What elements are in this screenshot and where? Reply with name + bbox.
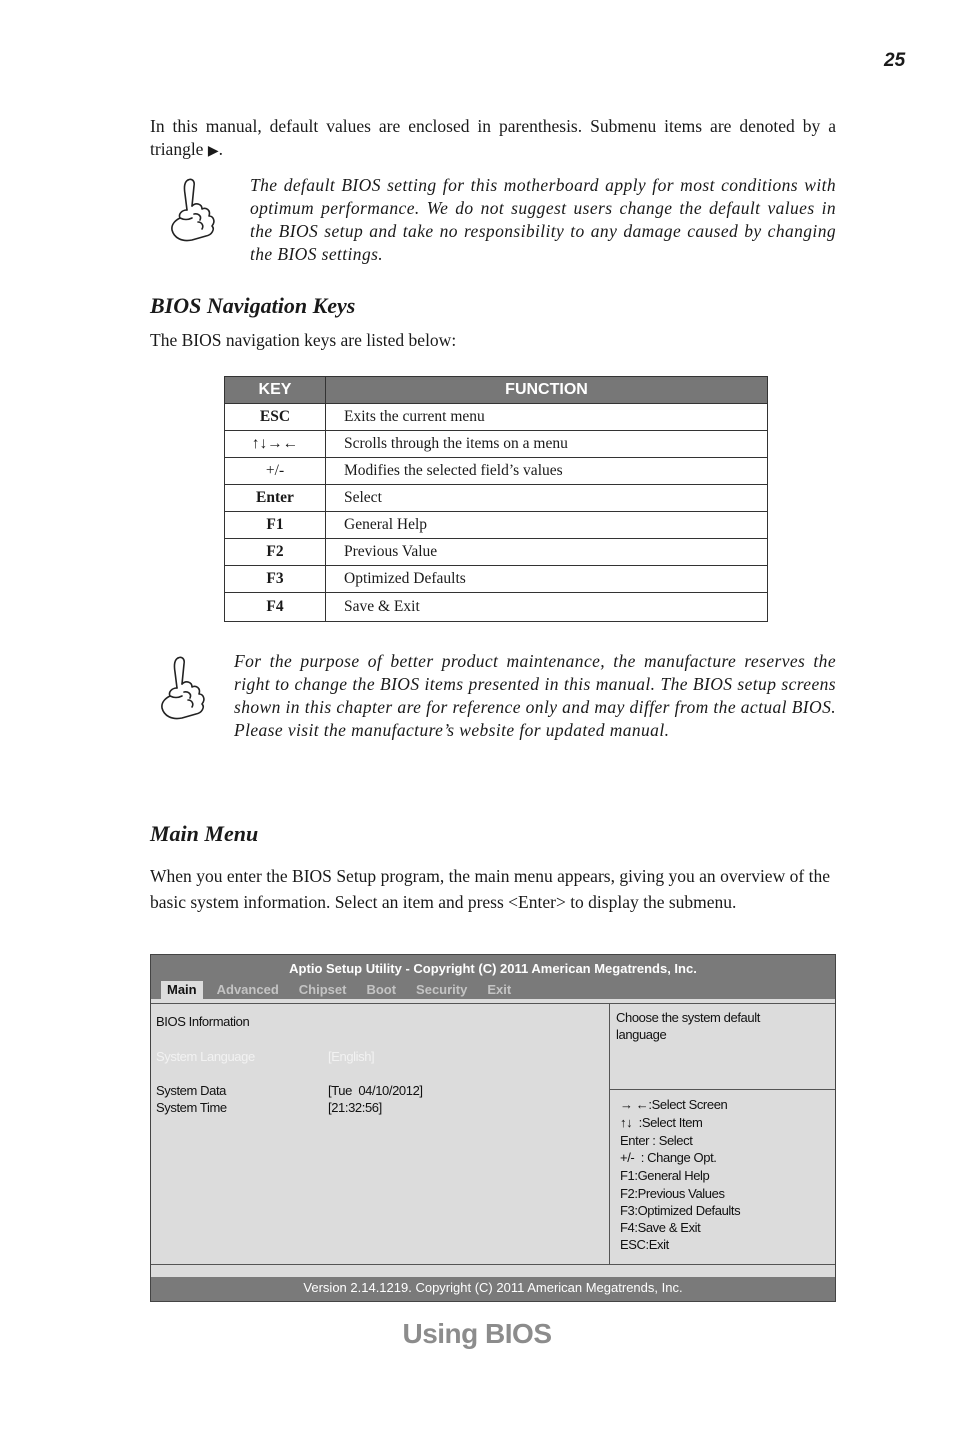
function-cell: Select — [326, 485, 768, 512]
key-help-line: F4:Save & Exit — [620, 1220, 701, 1235]
system-language-value[interactable]: [English] — [328, 1049, 375, 1064]
intro-text: In this manual, default values are enclosed in parenthesis. Submenu items are denoted by a triangle — [150, 116, 836, 159]
key-help-line: ↑↓ :Select Item — [620, 1115, 703, 1130]
nav-keys-heading: BIOS Navigation Keys — [150, 293, 356, 318]
function-cell: General Help — [326, 512, 768, 539]
bios-settings-panel — [151, 1003, 610, 1264]
col-key-header: KEY — [225, 377, 326, 404]
function-cell: Scrolls through the items on a menu — [326, 431, 768, 458]
intro-paragraph — [150, 115, 836, 163]
table-row — [225, 485, 768, 512]
default-settings-note: The default BIOS setting for this motherboard apply for most conditions with optimum performance. We do not suggest users change the default values in the BIOS setup and take no responsibility to any damage caused by changing the BIOS settings. — [250, 175, 836, 264]
function-cell: Optimized Defaults — [326, 566, 768, 593]
tab-security[interactable]: Security — [416, 982, 468, 997]
bios-screen — [150, 954, 836, 1302]
table-row — [225, 512, 768, 539]
bios-footer: Version 2.14.1219. Copyright (C) 2011 American Megatrends, Inc. — [151, 1277, 835, 1301]
triangle-icon: ▶ — [207, 144, 219, 159]
page-number: 25 — [884, 50, 906, 71]
key-cell: F4 — [225, 593, 326, 622]
key-cell: F1 — [225, 512, 326, 539]
help-text: Choose the system default language — [616, 1010, 760, 1042]
system-time-value[interactable]: [21:32:56] — [328, 1100, 382, 1115]
tab-advanced[interactable]: Advanced — [216, 982, 279, 997]
main-menu-paragraph: When you enter the BIOS Setup program, the main menu appears, giving you an overview of the basic system information. Select an item and press <Enter> to display the submenu. — [150, 866, 830, 912]
bios-header — [151, 955, 835, 999]
table-row — [225, 431, 768, 458]
bios-title: Aptio Setup Utility - Copyright (C) 2011 American Megatrends, Inc. — [289, 961, 697, 976]
bios-tab-bar — [161, 981, 525, 999]
system-date-label[interactable]: System Data — [156, 1083, 227, 1098]
system-time-label[interactable]: System Time — [156, 1100, 227, 1115]
pointing-hand-icon — [156, 654, 212, 726]
key-help-line: F3:Optimized Defaults — [620, 1203, 741, 1218]
key-help-line: +/- : Change Opt. — [620, 1150, 717, 1165]
key-help-line: F2:Previous Values — [620, 1186, 725, 1201]
key-help-line: Enter : Select — [620, 1133, 693, 1148]
chapter-title: Using BIOS — [402, 1318, 552, 1349]
bios-info-label: BIOS Information — [156, 1014, 250, 1029]
table-row — [225, 404, 768, 431]
function-cell: Exits the current menu — [326, 404, 768, 431]
main-menu-heading: Main Menu — [150, 821, 259, 846]
table-row — [225, 593, 768, 622]
col-function-header: FUNCTION — [326, 377, 768, 404]
key-cell: ↑↓→← — [225, 431, 326, 458]
system-language-label[interactable]: System Language — [156, 1049, 255, 1064]
bios-key-legend — [610, 1089, 835, 1263]
bios-footer-divider — [151, 1264, 835, 1277]
table-row — [225, 539, 768, 566]
key-help-line: F1:General Help — [620, 1168, 710, 1183]
key-cell: F3 — [225, 566, 326, 593]
function-cell: Save & Exit — [326, 593, 768, 622]
key-cell: F2 — [225, 539, 326, 566]
bios-help-panel — [610, 1003, 835, 1090]
key-cell: Enter — [225, 485, 326, 512]
tab-boot[interactable]: Boot — [366, 982, 397, 997]
key-cell: +/- — [225, 458, 326, 485]
function-cell: Modifies the selected field’s values — [326, 458, 768, 485]
system-date-value[interactable]: [Tue 04/10/2012] — [328, 1083, 423, 1098]
nav-keys-table — [224, 376, 768, 622]
tab-chipset[interactable]: Chipset — [298, 982, 347, 997]
intro-end: . — [218, 139, 223, 159]
key-help-line: → ←:Select Screen — [620, 1097, 728, 1112]
bios-disclaimer-note: For the purpose of better product maintenance, the manufacture reserves the right to change the BIOS items presented in this manual. The BIOS setup screens shown in this chapter are for reference only and may differ from the actual BIOS. Please visit the manufacture’s website for updated manual. — [234, 651, 836, 740]
nav-keys-intro: The BIOS navigation keys are listed below: — [150, 330, 457, 350]
table-row — [225, 566, 768, 593]
table-row — [225, 458, 768, 485]
function-cell: Previous Value — [326, 539, 768, 566]
table-header-row — [225, 377, 768, 404]
pointing-hand-icon — [166, 176, 222, 248]
tab-exit[interactable]: Exit — [487, 982, 512, 997]
tab-main[interactable]: Main — [161, 981, 203, 999]
key-help-line: ESC:Exit — [620, 1237, 669, 1252]
key-cell: ESC — [225, 404, 326, 431]
